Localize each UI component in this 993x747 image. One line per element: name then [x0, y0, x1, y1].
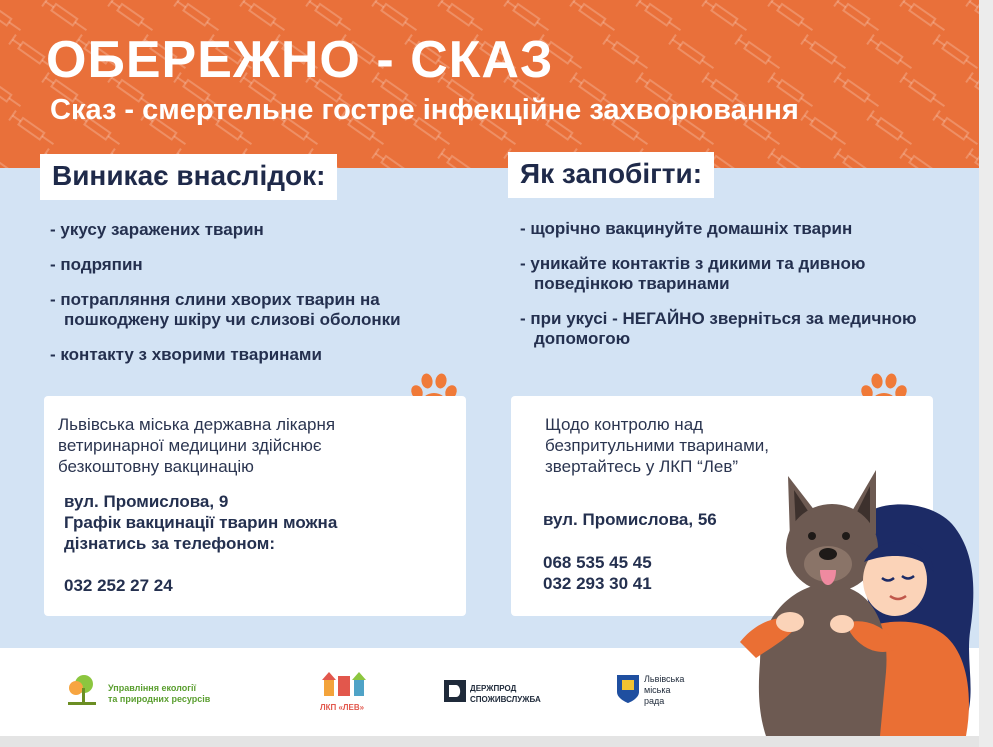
- list-item: - при укусі - НЕГАЙНО зверніться за медичною допомогою: [520, 309, 917, 348]
- clinic-intro-line: ветиринарної медицини здійснює: [58, 436, 322, 455]
- stray-phone: 032 293 30 41: [543, 574, 652, 593]
- syringe-pattern-icon: [867, 111, 915, 150]
- syringe-pattern-icon: [834, 149, 882, 168]
- syringe-pattern-icon: [933, 111, 981, 150]
- ecology-logo-line: Управління екології: [108, 683, 196, 693]
- list-item: - уникайте контактів з дикими та дивною поведінкою тваринами: [520, 254, 866, 293]
- lkp-lev-logo-icon: [318, 668, 372, 706]
- clinic-schedule-line: дізнатись за телефоном:: [64, 534, 276, 553]
- lviv-city-council-logo-line: Львівська: [644, 674, 685, 684]
- derzhprod-logo-line: ДЕРЖПРОД: [470, 684, 517, 693]
- stray-intro-line: звертайтесь у ЛКП “Лев”: [545, 457, 739, 476]
- list-item: - укусу заражених тварин: [50, 220, 264, 239]
- lviv-city-council-crest-icon: [616, 674, 640, 704]
- lviv-city-council-logo-line: рада: [644, 696, 665, 706]
- derzhprod-logo-icon: [444, 680, 466, 702]
- syringe-pattern-icon: [867, 35, 915, 74]
- bottom-border: [0, 736, 993, 747]
- ecology-logo-line: та природних ресурсів: [108, 694, 211, 704]
- syringe-pattern-icon: [0, 73, 24, 112]
- causes-list: [50, 220, 470, 380]
- syringe-pattern-icon: [0, 0, 24, 35]
- clinic-schedule-line: Графік вакцинації тварин можна: [64, 513, 338, 532]
- prevention-heading: Як запобігти:: [508, 152, 714, 198]
- ecology-logo-icon: [62, 672, 102, 708]
- stray-phone: 068 535 45 45: [543, 553, 652, 572]
- girl-hugging-dog-illustration: [730, 462, 980, 736]
- syringe-pattern-icon: [702, 0, 750, 35]
- syringe-pattern-icon: [438, 149, 486, 168]
- derzhprod-logo-text: [470, 683, 541, 705]
- stray-intro-line: Щодо контролю над: [545, 415, 704, 434]
- syringe-pattern-icon: [801, 111, 849, 150]
- stray-intro-line: безпритульними тваринами,: [545, 436, 770, 455]
- syringe-pattern-icon: [768, 149, 816, 168]
- causes-heading: Виникає внаслідок:: [40, 154, 337, 200]
- syringe-pattern-icon: [570, 0, 618, 35]
- syringe-pattern-icon: [933, 35, 981, 74]
- syringe-pattern-icon: [372, 149, 420, 168]
- lviv-city-council-logo-text: [644, 674, 684, 707]
- clinic-card: [44, 396, 466, 616]
- page-title: ОБЕРЕЖНО - СКАЗ: [46, 31, 554, 89]
- clinic-phone: 032 252 27 24: [64, 576, 173, 595]
- list-item: - контакту з хворими тваринами: [50, 345, 322, 364]
- syringe-pattern-icon: [636, 0, 684, 35]
- stray-address: вул. Промислова, 56: [543, 510, 717, 529]
- syringe-pattern-icon: [0, 149, 24, 168]
- syringe-pattern-icon: [834, 0, 882, 35]
- lkp-lev-logo-text: ЛКП «ЛЕВ»: [320, 703, 365, 712]
- syringe-pattern-icon: [900, 0, 948, 35]
- derzhprod-logo-line: СПОЖИВСЛУЖБА: [470, 695, 541, 704]
- syringe-pattern-icon: [735, 35, 783, 74]
- prevention-list: [520, 219, 940, 364]
- clinic-intro-line: безкоштовну вакцинацію: [58, 457, 254, 476]
- syringe-pattern-icon: [768, 0, 816, 35]
- syringe-pattern-icon: [669, 35, 717, 74]
- syringe-pattern-icon: [603, 35, 651, 74]
- lviv-city-council-logo-line: міська: [644, 685, 671, 695]
- list-item: - подряпин: [50, 255, 143, 274]
- syringe-pattern-icon: [900, 73, 948, 112]
- header-banner: [0, 0, 993, 168]
- list-item: - потрапляння слини хворих тварин на пошкоджену шкіру чи слизові оболонки: [50, 290, 401, 329]
- page-subtitle: Сказ - смертельне гостре інфекційне захворювання: [50, 94, 799, 126]
- syringe-pattern-icon: [900, 149, 948, 168]
- clinic-address: вул. Промислова, 9: [64, 492, 229, 511]
- syringe-pattern-icon: [834, 73, 882, 112]
- ecology-logo-text: [108, 683, 210, 705]
- syringe-pattern-icon: [801, 35, 849, 74]
- clinic-intro-line: Львівська міська державна лікарня: [58, 415, 336, 434]
- right-border: [979, 0, 993, 747]
- list-item: - щорічно вакцинуйте домашніх тварин: [520, 219, 853, 238]
